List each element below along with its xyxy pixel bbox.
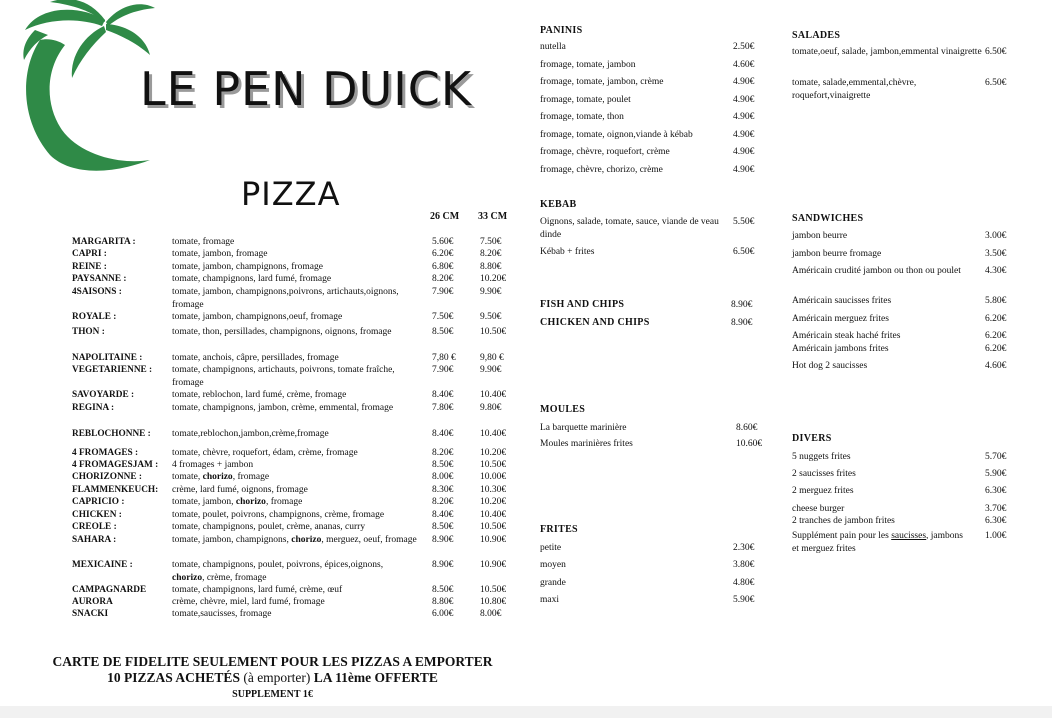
menu-item-price: 6.20€ xyxy=(985,344,1007,354)
menu-item-description: cheese burger xyxy=(792,504,845,514)
pizza-name: CHICKEN : xyxy=(72,510,122,520)
pizza-description: tomate, champignons, poulet, crème, ananas, curry xyxy=(172,522,366,532)
pizza-price-33: 9.90€ xyxy=(480,365,502,375)
menu-item-price: 6.30€ xyxy=(985,516,1007,526)
menu-item-description: fromage, tomate, jambon xyxy=(540,60,636,70)
pizza-name: PAYSANNE : xyxy=(72,274,127,284)
pizza-name: MEXICAINE : xyxy=(72,560,133,570)
menu-item-price: 5.90€ xyxy=(733,595,755,605)
pizza-price-33: 10.80€ xyxy=(480,597,507,607)
pizza-name: THON : xyxy=(72,327,105,337)
menu-item-price: 5.90€ xyxy=(985,469,1007,479)
pizza-description: tomate, poulet, poivrons, champignons, crème, fromage xyxy=(172,510,385,520)
pizza-description: crème, lard fumé, oignons, fromage xyxy=(172,485,308,495)
pizza-price-26: 7.90€ xyxy=(432,365,454,375)
pizza-price-33: 9.50€ xyxy=(480,312,502,322)
pizza-price-33: 9.90€ xyxy=(480,287,502,297)
desc-emphasis: chorizo xyxy=(235,497,266,507)
desc-part: Supplément pain pour les xyxy=(792,531,892,541)
pizza-description: tomate, jambon, champignons,poivrons, artichauts,oignons, fromage xyxy=(172,287,399,310)
pizza-name: REINE : xyxy=(72,262,107,272)
menu-item-price: 4.90€ xyxy=(733,165,755,175)
menu-item-description: moyen xyxy=(540,560,566,570)
loyalty-line-1: CARTE DE FIDELITE SEULEMENT POUR LES PIZZAS A EMPORTER xyxy=(52,654,493,669)
pizza-price-33: 10.30€ xyxy=(480,485,507,495)
pizza-name: CAPRICIO : xyxy=(72,497,125,507)
menu-item-description: fromage, tomate, thon xyxy=(540,112,624,122)
pizza-price-33: 10.20€ xyxy=(480,497,507,507)
palm-tree-logo-icon xyxy=(10,0,160,175)
menu-item-price: 3.80€ xyxy=(733,560,755,570)
pizza-price-26: 7.90€ xyxy=(432,287,454,297)
menu-item-price: 4.90€ xyxy=(733,130,755,140)
pizza-description: tomate, chèvre, roquefort, édam, crème, fromage xyxy=(172,448,358,458)
pizza-description xyxy=(172,471,417,484)
pizza-name: 4SAISONS : xyxy=(72,287,122,297)
pizza-description xyxy=(172,496,417,509)
menu-item-price: 4.60€ xyxy=(985,361,1007,371)
pizza-price-33: 9,80 € xyxy=(480,353,504,363)
pizza-description: tomate, reblochon, lard fumé, crème, fromage xyxy=(172,390,347,400)
loyalty-card-notice xyxy=(0,654,545,686)
menu-item-description: Moules marinières frites xyxy=(540,439,633,449)
bottom-strip xyxy=(0,706,1052,718)
menu-item-price: 5.70€ xyxy=(985,452,1007,462)
menu-item-description: 2 tranches de jambon frites xyxy=(792,516,895,526)
loyalty-line-2c: LA 11ème OFFERTE xyxy=(313,670,438,685)
loyalty-line-2a: 10 PIZZAS ACHETÉS xyxy=(107,670,240,685)
pizza-price-26: 6.20€ xyxy=(432,249,454,259)
fish-and-chips-price: 8.90€ xyxy=(731,300,753,310)
pizza-price-33: 7.50€ xyxy=(480,237,502,247)
desc-emphasis: saucisses xyxy=(891,531,927,541)
pizza-name: REBLOCHONNE : xyxy=(72,429,151,439)
menu-item-description: Américain steak haché frites xyxy=(792,331,901,341)
pizza-price-26: 6.80€ xyxy=(432,262,454,272)
pizza-name: REGINA : xyxy=(72,403,115,413)
menu-item-price: 3.70€ xyxy=(985,504,1007,514)
desc-part: , fromage xyxy=(232,472,270,482)
pizza-name: CREOLE : xyxy=(72,522,117,532)
moules-title: MOULES xyxy=(540,404,586,415)
supplement-note: SUPPLEMENT 1€ xyxy=(232,689,313,700)
pizza-description xyxy=(172,534,417,547)
pizza-price-33: 10.40€ xyxy=(480,429,507,439)
menu-item-description: fromage, tomate, oignon,viande à kébab xyxy=(540,130,693,140)
menu-item-price: 6.20€ xyxy=(985,331,1007,341)
menu-item-price: 6.30€ xyxy=(985,486,1007,496)
menu-item-description: Hot dog 2 saucisses xyxy=(792,361,868,371)
size-header-26: 26 CM xyxy=(430,211,460,222)
pizza-name: MARGARITA : xyxy=(72,237,136,247)
pizza-description: tomate, jambon, champignons, fromage xyxy=(172,262,323,272)
menu-item-price: 6.50€ xyxy=(985,78,1007,88)
pizza-price-26: 8.50€ xyxy=(432,460,454,470)
desc-part: , fromage xyxy=(265,497,303,507)
menu-item-price: 3.00€ xyxy=(985,231,1007,241)
pizza-description: tomate, champignons, jambon, crème, emmental, fromage xyxy=(172,403,394,413)
pizza-price-26: 8.20€ xyxy=(432,448,454,458)
pizza-price-33: 8.80€ xyxy=(480,262,502,272)
pizza-price-33: 8.20€ xyxy=(480,249,502,259)
menu-item-description: Américain crudité jambon ou thon ou poulet xyxy=(792,266,961,276)
menu-item-price: 5.50€ xyxy=(733,217,755,227)
menu-item-description xyxy=(792,530,967,555)
menu-item-price: 5.80€ xyxy=(985,296,1007,306)
menu-item-description: fromage, tomate, jambon, crème xyxy=(540,77,664,87)
menu-item-description: jambon beurre fromage xyxy=(792,249,882,259)
pizza-price-26: 8.00€ xyxy=(432,472,454,482)
pizza-description: tomate,reblochon,jambon,crème,fromage xyxy=(172,429,329,439)
menu-item-price: 3.50€ xyxy=(985,249,1007,259)
pizza-name: SAVOYARDE : xyxy=(72,390,135,400)
menu-item-description: La barquette marinière xyxy=(540,423,627,433)
pizza-price-33: 10.40€ xyxy=(480,390,507,400)
desc-part: tomate, xyxy=(172,472,203,482)
menu-item-price: 2.50€ xyxy=(733,42,755,52)
pizza-price-26: 8.30€ xyxy=(432,485,454,495)
pizza-price-26: 8.50€ xyxy=(432,585,454,595)
fish-and-chips-label: FISH AND CHIPS xyxy=(540,299,625,310)
desc-emphasis: chorizo xyxy=(202,472,233,482)
menu-item-price: 4.90€ xyxy=(733,95,755,105)
desc-part: tomate, jambon, champignons, xyxy=(172,535,292,545)
pizza-price-26: 8.80€ xyxy=(432,597,454,607)
pizza-price-26: 7.80€ xyxy=(432,403,454,413)
pizza-price-26: 6.00€ xyxy=(432,609,454,619)
menu-item-price: 4.90€ xyxy=(733,112,755,122)
menu-item-price: 10.60€ xyxy=(736,439,763,449)
pizza-price-33: 10.20€ xyxy=(480,448,507,458)
menu-item-description: Oignons, salade, tomate, sauce, viande de veau dinde xyxy=(540,217,719,240)
pizza-description: crème, chèvre, miel, lard fumé, fromage xyxy=(172,597,325,607)
desc-part: tomate, champignons, poulet, poivrons, épices,oignons, xyxy=(172,560,384,570)
pizza-price-26: 7.50€ xyxy=(432,312,454,322)
menu-item-price: 4.60€ xyxy=(733,60,755,70)
pizza-description: tomate, champignons, lard fumé, fromage xyxy=(172,274,332,284)
kebab-title: KEBAB xyxy=(540,199,577,210)
menu-item-description: Américain merguez frites xyxy=(792,314,889,324)
pizza-price-33: 10.50€ xyxy=(480,585,507,595)
pizza-name: ROYALE : xyxy=(72,312,117,322)
pizza-description: tomate,saucisses, fromage xyxy=(172,609,272,619)
menu-item-description: fromage, chèvre, chorizo, crème xyxy=(540,165,663,175)
pizza-name: NAPOLITAINE : xyxy=(72,353,143,363)
pizza-price-33: 10.90€ xyxy=(480,560,507,570)
menu-item-price: 4.30€ xyxy=(985,266,1007,276)
menu-item-description: tomate, salade,emmental,chèvre, roquefort,vinaigrette xyxy=(792,78,917,101)
pizza-description: tomate, thon, persillades, champignons, oignons, fromage xyxy=(172,327,392,337)
menu-item-price: 6.50€ xyxy=(733,247,755,257)
pizza-name: SAHARA : xyxy=(72,535,117,545)
menu-item-description: fromage, tomate, poulet xyxy=(540,95,631,105)
pizza-name: CAMPAGNARDE xyxy=(72,585,147,595)
pizza-price-33: 10.40€ xyxy=(480,510,507,520)
pizza-description: tomate, jambon, fromage xyxy=(172,249,268,259)
pizza-price-26: 8.90€ xyxy=(432,535,454,545)
chicken-and-chips-label: CHICKEN AND CHIPS xyxy=(540,317,650,328)
brand-title: LE PEN DUICK xyxy=(140,62,473,116)
pizza-price-33: 10.20€ xyxy=(480,274,507,284)
pizza-price-26: 8.40€ xyxy=(432,510,454,520)
pizza-name: CAPRI : xyxy=(72,249,107,259)
size-header-33: 33 CM xyxy=(478,211,508,222)
pizza-price-26: 8.50€ xyxy=(432,522,454,532)
chicken-and-chips-price: 8.90€ xyxy=(731,318,753,328)
pizza-price-33: 10.90€ xyxy=(480,535,507,545)
menu-item-description: fromage, chèvre, roquefort, crème xyxy=(540,147,670,157)
pizza-section-title: PIZZA xyxy=(241,175,341,213)
desc-part: , jambons et merguez frites xyxy=(792,531,963,554)
sandwiches-title: SANDWICHES xyxy=(792,213,864,224)
loyalty-line-2 xyxy=(0,670,545,686)
menu-item-description: 2 saucisses frites xyxy=(792,469,856,479)
loyalty-line-2b: (à emporter) xyxy=(239,670,314,685)
menu-item-description: Américain saucisses frites xyxy=(792,296,892,306)
desc-emphasis: chorizo xyxy=(291,535,322,545)
menu-item-price: 4.90€ xyxy=(733,147,755,157)
desc-part: tomate, jambon, xyxy=(172,497,236,507)
pizza-name: 4 FROMAGESJAM : xyxy=(72,460,159,470)
pizza-price-26: 8.90€ xyxy=(432,560,454,570)
pizza-price-26: 8.20€ xyxy=(432,274,454,284)
pizza-name: SNACKI xyxy=(72,609,109,619)
divers-title: DIVERS xyxy=(792,433,832,444)
pizza-name: CHORIZONNE : xyxy=(72,472,142,482)
menu-item-description: Américain jambons frites xyxy=(792,344,889,354)
menu-item-description: jambon beurre xyxy=(792,231,848,241)
desc-emphasis: chorizo xyxy=(172,572,203,583)
menu-item-description: 5 nuggets frites xyxy=(792,452,851,462)
frites-title: FRITES xyxy=(540,524,578,535)
pizza-description: tomate, fromage xyxy=(172,237,235,247)
menu-item-description: petite xyxy=(540,543,562,553)
pizza-name: 4 FROMAGES : xyxy=(72,448,139,458)
salades-title: SALADES xyxy=(792,30,841,41)
menu-item-description: tomate,oeuf, salade, jambon,emmental vinaigrette xyxy=(792,47,982,57)
pizza-description: tomate, jambon, champignons,oeuf, fromage xyxy=(172,312,343,322)
menu-item-price: 4.80€ xyxy=(733,578,755,588)
pizza-price-33: 10.50€ xyxy=(480,522,507,532)
pizza-price-26: 8.50€ xyxy=(432,327,454,337)
pizza-description: tomate, anchois, câpre, persillades, fromage xyxy=(172,353,339,363)
pizza-price-26: 7,80 € xyxy=(432,353,456,363)
menu-item-price: 6.50€ xyxy=(985,47,1007,57)
menu-item-description: Kébab + frites xyxy=(540,247,595,257)
desc-part: , crème, fromage xyxy=(202,572,267,583)
menu-item-description: maxi xyxy=(540,595,559,605)
menu-item-price: 6.20€ xyxy=(985,314,1007,324)
pizza-price-33: 10.00€ xyxy=(480,472,507,482)
pizza-description: 4 fromages + jambon xyxy=(172,460,254,470)
pizza-price-26: 8.40€ xyxy=(432,429,454,439)
pizza-price-33: 10.50€ xyxy=(480,460,507,470)
menu-item-description: grande xyxy=(540,578,566,588)
menu-item-price: 1.00€ xyxy=(985,531,1007,541)
menu-item-description: 2 merguez frites xyxy=(792,486,854,496)
pizza-name: FLAMMENKEUCH: xyxy=(72,485,159,495)
pizza-price-26: 8.40€ xyxy=(432,390,454,400)
pizza-price-26: 8.20€ xyxy=(432,497,454,507)
pizza-price-33: 8.00€ xyxy=(480,609,502,619)
paninis-title: PANINIS xyxy=(540,25,583,36)
menu-item-price: 8.60€ xyxy=(736,423,758,433)
pizza-description: tomate, champignons, lard fumé, crème, œuf xyxy=(172,585,343,595)
menu-item-price: 4.90€ xyxy=(733,77,755,87)
menu-item-price: 2.30€ xyxy=(733,543,755,553)
pizza-description xyxy=(172,559,417,584)
desc-part: , merguez, oeuf, fromage xyxy=(321,535,417,545)
pizza-price-33: 10.50€ xyxy=(480,327,507,337)
pizza-name: VEGETARIENNE : xyxy=(72,365,153,375)
pizza-description: tomate, champignons, artichauts, poivrons, tomate fraîche, fromage xyxy=(172,365,395,388)
menu-item-description: nutella xyxy=(540,42,566,52)
pizza-name: AURORA xyxy=(72,597,113,607)
pizza-price-33: 9.80€ xyxy=(480,403,502,413)
pizza-price-26: 5.60€ xyxy=(432,237,454,247)
